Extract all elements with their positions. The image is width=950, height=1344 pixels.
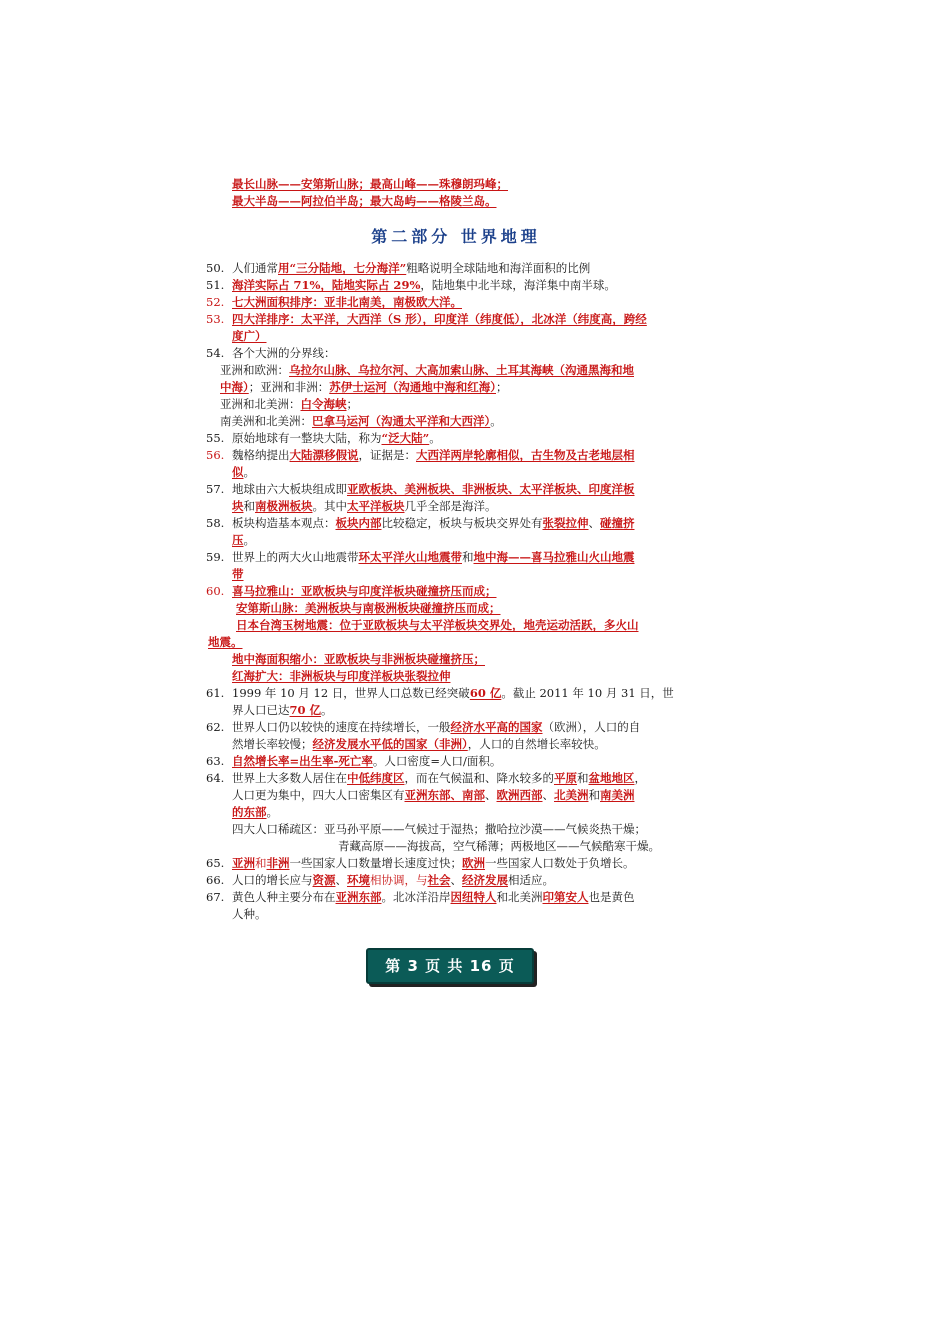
item-64-cont2: 的东部。: [232, 805, 278, 819]
top-line-1: 最长山脉——安第斯山脉；最高山峰——珠穆朗玛峰；: [232, 177, 508, 191]
item-59-cont: 带: [232, 567, 244, 581]
item-53: 53. 四大洋排序：太平洋，大西洋（S 形），印度洋（纬度低），北冰洋（纬度高，跨经: [206, 312, 647, 326]
item-60-japan: 日本台湾玉树地震：位于亚欧板块与太平洋板块交界处，地壳运动活跃，多火山: [236, 618, 639, 632]
item-67: 67. 黄色人种主要分布在亚洲东部。北冰洋沿岸因纽特人和北美洲印第安人也是黄色: [206, 890, 635, 904]
item-54-samerica-namerica: 南美洲和北美洲：巴拿马运河（沟通太平洋和大西洋）。: [220, 414, 502, 428]
item-58-cont: 压。: [232, 533, 255, 547]
item-53-cont: 度广）: [232, 329, 267, 343]
item-63: 63. 自然增长率=出生率-死亡率。人口密度=人口/面积。: [206, 754, 502, 768]
item-52: 52. 七大洲面积排序：亚非北南美，南极欧大洋。: [206, 295, 462, 309]
section-title: 第二部分 世界地理: [371, 227, 541, 246]
item-61: 61. 1999 年 10 月 12 日，世界人口总数已经突破60 亿。截止 2011 年 10 月 31 日，世: [206, 686, 674, 700]
item-55: 55. 原始地球有一整块大陆，称为“泛大陆”。: [206, 431, 441, 445]
item-67-cont: 人种。: [232, 907, 267, 921]
item-50: 50. 人们通常用“三分陆地，七分海洋”粗略说明全球陆地和海洋面积的比例: [206, 261, 591, 275]
item-58: 58. 板块构造基本观点：板块内部比较稳定，板块与板块交界处有张裂拉伸、碰撞挤: [206, 516, 635, 530]
item-60-japan-cont: 地震。: [208, 635, 243, 649]
item-66: 66. 人口的增长应与资源、环境相协调，与社会、经济发展相适应。: [206, 873, 554, 887]
item-65: 65. 亚洲和非洲一些国家人口数量增长速度过快；欧洲一些国家人口数处于负增长。: [206, 856, 635, 870]
item-64: 64. 世界上大多数人居住在中低纬度区，而在气候温和、降水较多的平原和盆地地区，: [206, 771, 646, 785]
item-61-cont: 界人口已达70 亿。: [232, 703, 333, 717]
item-51: 51. 海洋实际占 71%，陆地实际占 29%，陆地集中北半球，海洋集中南半球。: [206, 278, 616, 292]
item-56: 56. 魏格纳提出大陆漂移假说，证据是：大西洋两岸轮廓相似，古生物及古老地层相: [206, 448, 635, 462]
item-60-andes: 安第斯山脉：美洲板块与南极洲板块碰撞挤压而成；: [236, 601, 501, 615]
item-60-mediterranean: 地中海面积缩小：亚欧板块与非洲板块碰撞挤压；: [232, 652, 485, 666]
item-54: 54. 各个大洲的分界线：: [206, 346, 336, 360]
item-54-asia-africa: 中海）；亚洲和非洲：苏伊士运河（沟通地中海和红海）；: [220, 380, 508, 394]
item-59: 59. 世界上的两大火山地震带环太平洋火山地震带和地中海——喜马拉雅山火山地震: [206, 550, 635, 564]
item-62: 62. 世界人口仍以较快的速度在持续增长，一般经济水平高的国家（欧洲），人口的自: [206, 720, 641, 734]
item-57-cont: 块和南极洲板块。其中太平洋板块几乎全部是海洋。: [232, 499, 497, 513]
item-54-asia-namerica: 亚洲和北美洲：白令海峡；: [220, 397, 358, 411]
item-64-sparse-cont: 青藏高原——海拔高，空气稀薄；两极地区——气候酷寒干燥。: [338, 839, 660, 853]
top-line-2: 最大半岛——阿拉伯半岛；最大岛屿——格陵兰岛。: [232, 194, 497, 208]
item-64-cont: 人口更为集中，四大人口密集区有亚洲东部、南部、欧洲西部、北美洲和南美洲: [232, 788, 635, 802]
item-54-asia-europe: 亚洲和欧洲：乌拉尔山脉、乌拉尔河、大高加索山脉、土耳其海峡（沟通黑海和地: [220, 363, 634, 377]
item-57: 57. 地球由六大板块组成即亚欧板块、美洲板块、非洲板块、太平洋板块、印度洋板: [206, 482, 635, 496]
item-64-sparse: 四大人口稀疏区：亚马孙平原——气候过于湿热；撒哈拉沙漠——气候炎热干燥；: [232, 822, 646, 836]
item-60: 60. 喜马拉雅山：亚欧板块与印度洋板块碰撞挤压而成；: [206, 584, 497, 598]
page-indicator: 第 3 页 共 16 页: [366, 948, 534, 984]
document-body: [206, 176, 706, 923]
item-60-redsea: 红海扩大：非洲板块与印度洋板块张裂拉伸: [232, 669, 451, 683]
item-62-cont: 然增长率较慢；经济发展水平低的国家（非洲），人口的自然增长率较快。: [232, 737, 606, 751]
item-56-cont: 似。: [232, 465, 255, 479]
